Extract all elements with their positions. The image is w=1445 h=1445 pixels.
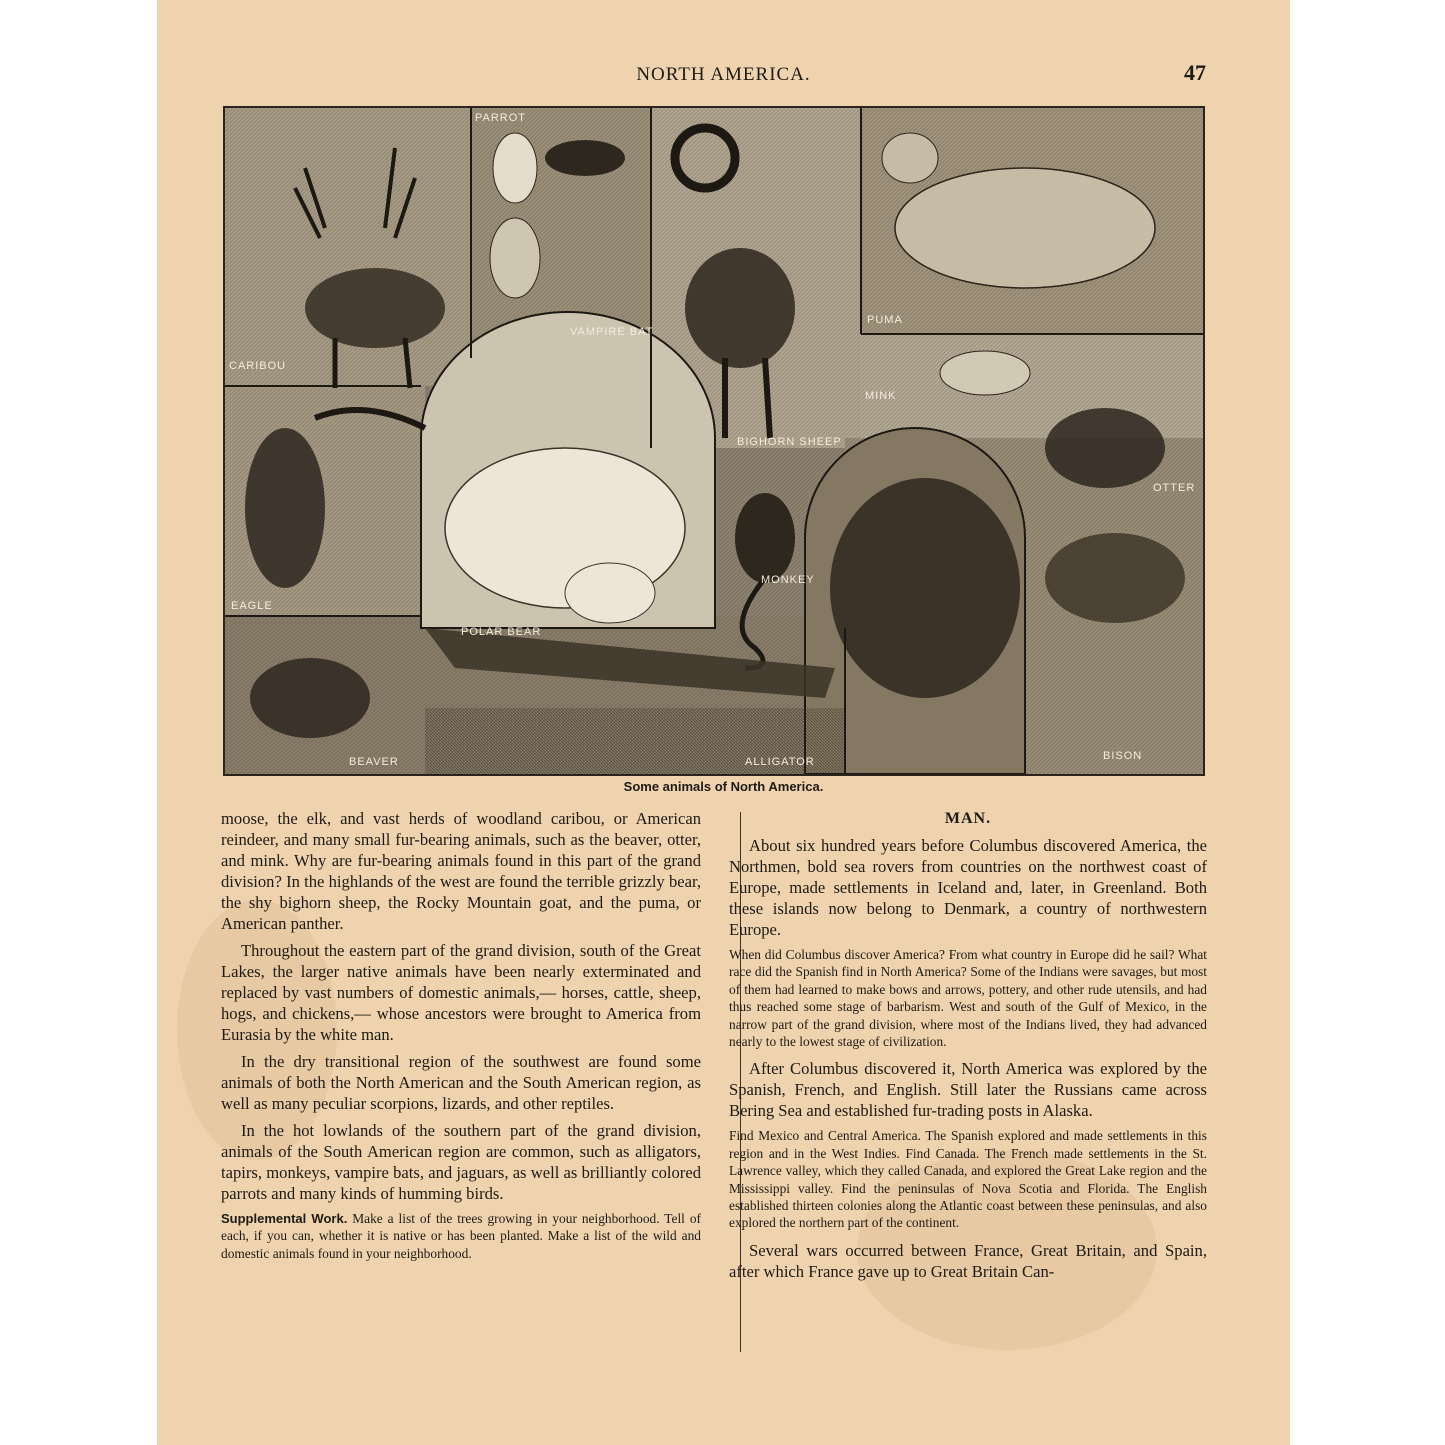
label-beaver: BEAVER (349, 756, 399, 768)
supplemental-heading: Supplemental Work. (221, 1211, 348, 1226)
supplemental-work (221, 1210, 701, 1262)
running-header: NORTH AMERICA. (636, 64, 811, 85)
supplemental-text: Make a list of the trees growing in your neighborhood. Tell of each, if you can, whether it is native or has been planted. Make a list of the wild and domestic animals found in your neighborhood. (221, 1211, 701, 1261)
section-heading: MAN. (944, 810, 992, 827)
label-bighorn-sheep: BIGHORN SHEEP (737, 436, 842, 448)
left-column (221, 808, 701, 1270)
study-note: When did Columbus discover America? From what country in Europe did he sail? What race did the Spanish find in North America? Some of the Indians were savages, but most of them had learned to make bows and arrows, pottery, and other rude utensils, and had thus reached some stage of barbarism. West and south of the Gulf of Mexico, in the narrow part of the grand division, where most of the Indians lived, they had advanced nearly to the lowest stage of civilization. (729, 947, 1207, 1050)
animal-illustration (223, 106, 1205, 776)
right-column (729, 808, 1207, 1288)
paragraph: About six hundred years before Columbus discovered America, the Northmen, bold sea rovers from countries on the northwest coast of Europe, made settlements in Iceland and, later, in Greenland. Both these islands now belong to Denmark, a country of northwestern Europe. (729, 836, 1207, 939)
label-vampire-bat: VAMPIRE BAT (570, 326, 654, 338)
engraving-svg (225, 108, 1203, 774)
illustration-caption: Some animals of North America. (623, 779, 824, 794)
study-note: Find Mexico and Central America. The Spanish explored and made settlements in this region and in the West Indies. Find Canada. The French made settlements in the St. Lawrence valley, which they called Canada, and explored the Great Lake region and the Mississippi valley. Find the peninsulas of Nova Scotia and Florida. The English established thirteen colonies along the Atlantic coast between these peninsulas, and also explored the northern part of the continent. (729, 1128, 1207, 1231)
label-eagle: EAGLE (231, 600, 273, 612)
paragraph: After Columbus discovered it, North America was explored by the Spanish, French, and English. Still later the Russians came across Bering Sea and established fur-trading posts in Alaska. (729, 1059, 1207, 1121)
paragraph: Throughout the eastern part of the grand division, south of the Great Lakes, the larger native animals have been nearly exterminated and replaced by vast numbers of domestic animals,— horses, cattle, sheep, hogs, and chickens,— whose ancestors were brought to America from Eurasia by the white man. (221, 941, 701, 1044)
label-polar-bear: POLAR BEAR (461, 626, 542, 638)
label-parrot: PARROT (475, 112, 527, 124)
book-page (157, 0, 1290, 1445)
label-monkey: MONKEY (761, 574, 815, 586)
paragraph: In the hot lowlands of the southern part of the grand division, animals of the South American region are common, such as alligators, tapirs, monkeys, vampire bats, and jaguars, as well as brilliantly colored parrots and many kinds of humming birds. (221, 1121, 701, 1203)
label-otter: OTTER (1153, 482, 1196, 494)
label-caribou: CARIBOU (229, 360, 287, 372)
label-mink: MINK (865, 390, 897, 402)
paragraph: moose, the elk, and vast herds of woodland caribou, or American reindeer, and many small fur-bearing animals, such as the beaver, otter, and mink. Why are fur-bearing animals found in this part of the grand division? In the highlands of the west are found the terrible grizzly bear, the shy bighorn sheep, the Rocky Mountain goat, and the puma, or American panther. (221, 809, 701, 933)
paragraph: In the dry transitional region of the southwest are found some animals of both the North American and the South American region, as well as many peculiar scorpions, lizards, and other reptiles. (221, 1052, 701, 1113)
paragraph: Several wars occurred between France, Great Britain, and Spain, after which France gave up to Great Britain Can- (729, 1240, 1207, 1281)
page-number: 47 (1184, 60, 1206, 85)
label-alligator: ALLIGATOR (745, 756, 815, 768)
label-bison: BISON (1103, 750, 1143, 762)
label-puma: PUMA (867, 314, 903, 326)
